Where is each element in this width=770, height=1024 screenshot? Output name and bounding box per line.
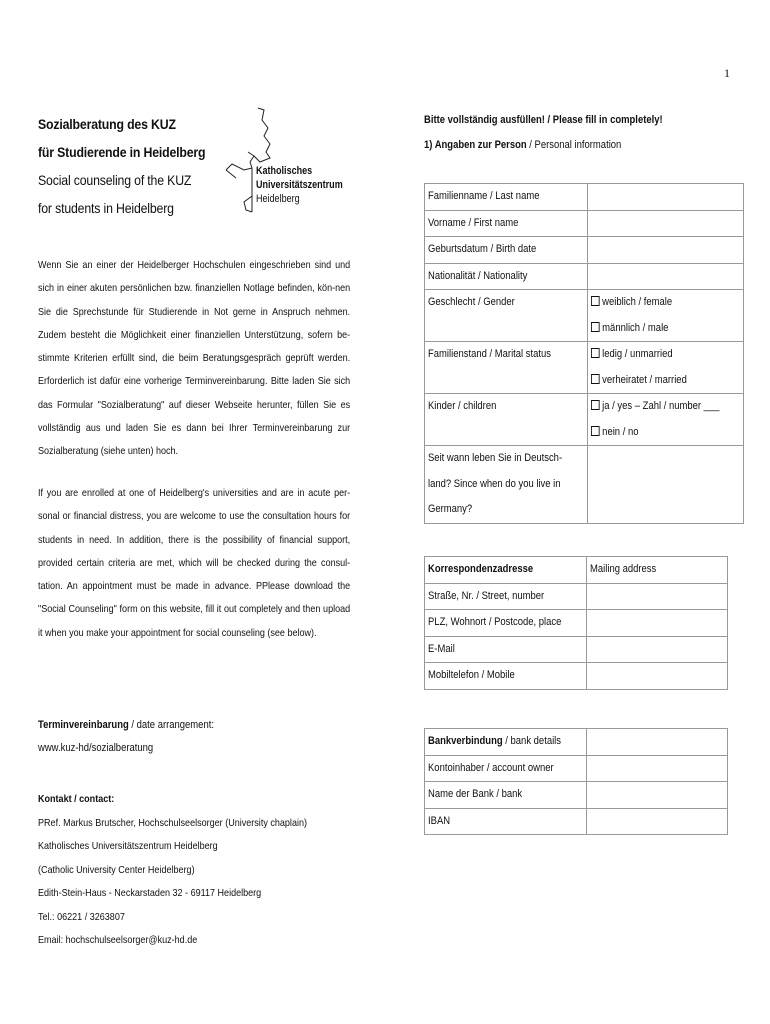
table-row	[425, 342, 744, 394]
table-row	[425, 729, 728, 756]
residence-since-field[interactable]	[587, 446, 743, 524]
table-row	[425, 394, 744, 446]
mailing-header-left: Korrespondenzadresse	[428, 563, 534, 575]
field-label: Vorname / First name	[428, 216, 519, 229]
contact-line: Tel.: 06221 / 3263807	[38, 910, 125, 923]
field-label: Geschlecht / Gender	[428, 296, 515, 308]
first-name-field[interactable]	[587, 210, 743, 237]
subtitle-line-2: for students in Heidelberg	[38, 200, 174, 216]
intro-english-block	[38, 482, 350, 645]
checkbox-married[interactable]	[591, 374, 600, 384]
table-row	[425, 610, 728, 637]
table-row	[425, 583, 728, 610]
field-label: Kinder / children	[428, 400, 497, 412]
bank-header-empty	[586, 729, 727, 756]
field-label: Name der Bank / bank	[428, 788, 523, 800]
option-label: nein / no	[602, 425, 639, 438]
field-label: land? Since when do you live in	[428, 477, 561, 490]
logo-line-3: Heidelberg	[256, 193, 300, 205]
title-line-1: Sozialberatung des KUZ	[38, 116, 176, 132]
appointment-label: Terminvereinbarung	[38, 719, 129, 731]
bank-name-field[interactable]	[586, 782, 727, 809]
field-label: Nationalität / Nationality	[428, 269, 528, 282]
contact-line: PRef. Markus Brutscher, Hochschulseelsorger (University chaplain)	[38, 816, 308, 829]
contact-line: Katholisches Universitätszentrum Heidelberg	[38, 840, 218, 852]
title-line-2: für Studierende in Heidelberg	[38, 144, 206, 160]
bank-header: Bankverbindung	[428, 735, 503, 747]
last-name-field[interactable]	[587, 184, 743, 211]
bank-header-rest: / bank details	[502, 735, 562, 747]
page-number: 1	[724, 66, 730, 80]
postcode-field[interactable]	[587, 610, 728, 637]
appointment-block	[38, 714, 350, 760]
nationality-field[interactable]	[587, 263, 743, 290]
table-row	[425, 184, 744, 211]
field-label: Familienname / Last name	[428, 190, 540, 202]
email-field[interactable]	[587, 636, 728, 663]
checkbox-children-yes[interactable]	[591, 400, 600, 410]
option-label: weiblich / female	[602, 296, 673, 308]
contact-line: (Catholic University Center Heidelberg)	[38, 863, 195, 876]
account-owner-field[interactable]	[586, 755, 727, 782]
table-row	[425, 290, 744, 342]
option-label: ledig / unmarried	[602, 348, 673, 360]
appointment-link[interactable]: www.kuz-hd/sozialberatung	[38, 742, 154, 754]
table-row	[425, 808, 728, 835]
logo-line-2: Universitätszentrum	[256, 179, 343, 191]
appointment-label-rest: / date arrangement:	[128, 719, 214, 731]
field-label: PLZ, Wohnort / Postcode, place	[428, 616, 562, 628]
table-row	[425, 237, 744, 264]
checkbox-unmarried[interactable]	[591, 348, 600, 358]
field-label: E-Mail	[428, 642, 455, 655]
street-field[interactable]	[587, 583, 728, 610]
logo-text	[256, 164, 343, 206]
form-intro	[424, 108, 728, 158]
field-label: Straße, Nr. / Street, number	[428, 589, 545, 602]
option-label: männlich / male	[602, 321, 669, 334]
section1-label: 1) Angaben zur Person	[424, 139, 527, 151]
field-label: Seit wann leben Sie in Deutsch-	[428, 452, 563, 464]
checkbox-male[interactable]	[591, 322, 600, 332]
iban-field[interactable]	[586, 808, 727, 835]
field-label: Germany?	[428, 503, 473, 515]
birth-date-field[interactable]	[587, 237, 743, 264]
contact-label: Kontakt / contact:	[38, 793, 115, 805]
field-label: Familienstand / Marital status	[428, 348, 552, 360]
contact-block	[38, 788, 350, 953]
mailing-address-table	[424, 556, 728, 690]
contact-line: Edith-Stein-Haus - Neckarstaden 32 - 69117 Heidelberg	[38, 887, 262, 899]
table-row	[425, 663, 728, 690]
table-row	[425, 782, 728, 809]
field-label: IBAN	[428, 814, 451, 827]
table-row	[425, 446, 744, 524]
option-label: verheiratet / married	[602, 373, 687, 386]
mailing-header-right: Mailing address	[590, 563, 657, 575]
form-instruction: Bitte vollständig ausfüllen! / Please fill in completely!	[424, 114, 663, 126]
field-label: Kontoinhaber / account owner	[428, 761, 554, 774]
checkbox-female[interactable]	[591, 296, 600, 306]
contact-email[interactable]: Email: hochschulseelsorger@kuz-hd.de	[38, 934, 198, 946]
intro-german: Wenn Sie an einer der Heidelberger Hochschulen eingeschrieben sind und sich in einer akuten persönlichen bzw. finanziellen Notlage befinden, kön-nen Sie die Sprechstunde für Studierende in Not gerne in Anspruch nehmen. Zudem besteht die Möglichkeit einer finanziellen Unterstützung, sofern be-stimmte Kriterien erfüllt sind, die beim Beratungsgespräch geprüft werden. Erforderlich ist dafür eine vorherige Terminvereinbarung. Bitte laden Sie sich das Formular "Sozialberatung" auf dieser Webseite herunter, füllen Sie es vollständig aus und laden Sie es dann bei Ihrer Terminvereinbarung zur Sozialberatung (siehe unten) hoch.	[38, 259, 351, 458]
personal-info-table	[424, 183, 728, 524]
intro-german-block	[38, 254, 350, 464]
table-row	[425, 636, 728, 663]
section1-label-rest: / Personal information	[526, 139, 622, 151]
table-row	[425, 263, 744, 290]
mobile-field[interactable]	[587, 663, 728, 690]
subtitle-line-1: Social counseling of the KUZ	[38, 172, 192, 188]
bank-details-table	[424, 728, 728, 835]
table-row	[425, 210, 744, 237]
field-label: Geburtsdatum / Birth date	[428, 243, 537, 255]
table-row	[425, 755, 728, 782]
table-row	[425, 557, 728, 584]
intro-english: If you are enrolled at one of Heidelberg's universities and are in acute per-sonal or financial distress, you are welcome to use the consultation hours for students in need. In addition, there is the possibility of financial support, provided certain criteria are met, which will be checked during the consul-tation. An appointment must be made in advance. PPlease download the "Social Counseling" form on this website, fill it out completely and then upload it when you make your appointment for social counseling (see below).	[38, 487, 351, 639]
checkbox-children-no[interactable]	[591, 426, 600, 436]
logo-line-1: Katholisches	[256, 165, 313, 177]
field-label: Mobiltelefon / Mobile	[428, 669, 515, 681]
option-label: ja / yes – Zahl / number ___	[602, 400, 720, 412]
